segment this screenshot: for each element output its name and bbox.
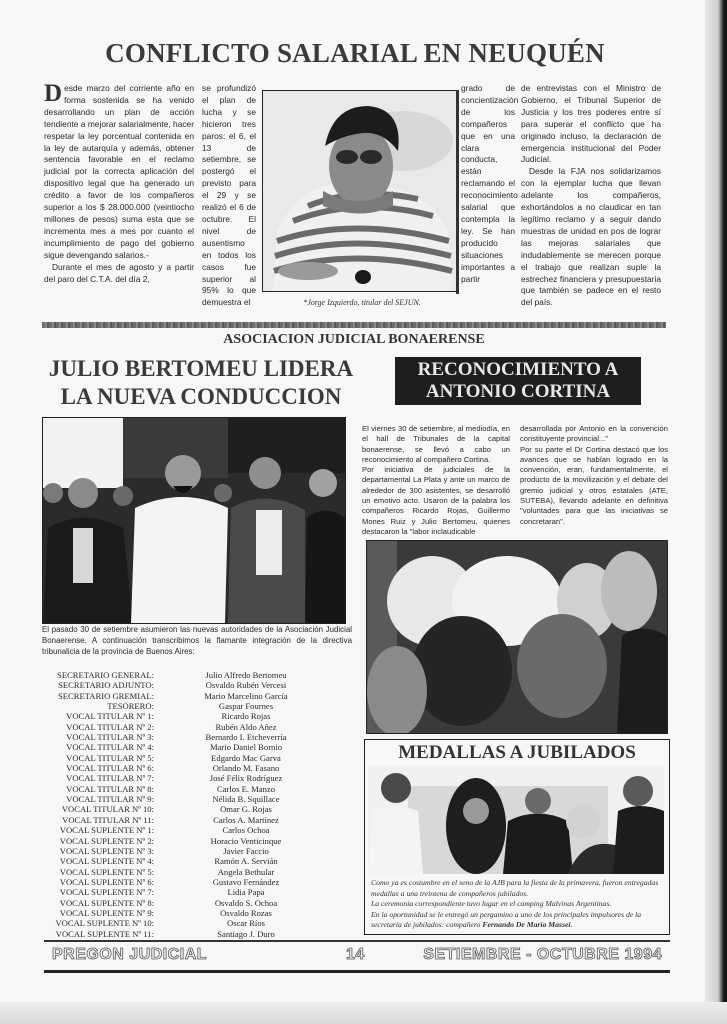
paragraph: Durante el mes de agosto y a partir del paro del C.T.A. del día 2, xyxy=(44,261,194,284)
roster-name: Ricardo Rojas xyxy=(221,711,271,722)
roster-role: VOCAL SUPLENTE Nº 6: xyxy=(59,876,154,887)
title-line: LA NUEVA CONDUCCION xyxy=(60,384,342,409)
roster-row xyxy=(54,908,354,918)
photo-medals-ceremony xyxy=(368,766,664,874)
roster-name: Mario Daniel Bornio xyxy=(209,742,283,753)
roster-row xyxy=(54,846,354,856)
roster-name: Ramón A. Servián xyxy=(214,856,278,867)
roster-row xyxy=(54,732,354,742)
section-divider xyxy=(42,322,666,328)
roster-role: VOCAL TITULAR Nº 4: xyxy=(66,742,154,753)
roster-name: Gustavo Fernández xyxy=(212,876,280,887)
roster-role: VOCAL TITULAR Nº 8: xyxy=(66,783,154,794)
title-line: ANTONIO CORTINA xyxy=(425,381,611,402)
article-neuquen-column-3: grado de concientización de los compañeros que en una clara conducta, están reclamando el reconocimiento salarial que contempla la ley. Se han producido situaciones importantes a partir xyxy=(461,83,519,284)
roster-row xyxy=(54,680,354,690)
roster-role: VOCAL SUPLENTE Nº 4: xyxy=(59,856,154,867)
paragraph: de entrevistas con el Ministro de Gobierno, el Tribunal Superior de Justicia y los tres poderes entre sí para superar el conflicto que ha originado incluso, la declaración de emergencia institucional del Poder Judicial. xyxy=(521,83,661,165)
roster-row xyxy=(54,691,354,701)
paragraph: desarrollada por Antonio en la convención constituyente provincial..." xyxy=(520,424,668,444)
paragraph: Por su parte el Dr Cortina destacó que los avances que se habían logrado en la convención, eran, fundamentalmente, el producto de la movilización y el debate del gremio judicial y otros estatales (ATE, SUTEBA), llevando adelante en definitiva "voluntades para que las iniciativas se concretaran". xyxy=(520,444,668,526)
article-neuquen-column-1 xyxy=(44,80,194,285)
roster-row xyxy=(54,804,354,814)
roster-role: TESORERO: xyxy=(107,701,154,712)
roster-role: VOCAL SUPLENTE Nº 10: xyxy=(55,918,154,929)
roster-row xyxy=(54,784,354,794)
roster-role: VOCAL SUPLENTE Nº 9: xyxy=(59,907,154,918)
roster-name: Carlos Ochoa xyxy=(222,825,270,836)
section-header: ASOCIACION JUDICIAL BONAERENSE xyxy=(223,332,485,347)
article-title-bertomeu xyxy=(36,355,366,411)
roster-role: SECRETARIO GENERAL: xyxy=(57,670,154,680)
article-neuquen-column-2: se profundizó el plan de lucha y se hicieron tres paros: el 6, el 13 de setiembre, se postergó el previsto para el 29 y se realizó el 6 de octubre. El nivel de ausentismo en todos los casos fue superior al 95% lo que demuestra el xyxy=(202,83,256,308)
publication-name: PREGON JUDICIAL xyxy=(52,946,208,963)
roster-row xyxy=(54,867,354,877)
roster-role: VOCAL SUPLENTE Nº 1: xyxy=(59,825,154,836)
roster-row xyxy=(54,794,354,804)
roster-name: Javier Faccio xyxy=(223,845,269,856)
roster-role: VOCAL TITULAR Nº 5: xyxy=(66,752,154,763)
issue-date: SETIEMBRE - OCTUBRE 1994 xyxy=(423,946,662,963)
roster-name: Carlos E. Manzo xyxy=(217,783,275,794)
roster-name: Nélida B. Squillace xyxy=(212,794,280,805)
roster-role: VOCAL TITULAR Nº 3: xyxy=(66,732,154,743)
caption-text: . xyxy=(570,920,573,930)
roster-role: VOCAL TITULAR Nº 9: xyxy=(66,794,154,805)
roster-name: Horacio Venticinque xyxy=(210,835,282,846)
roster-row xyxy=(54,753,354,763)
title-line: RECONOCIMIENTO A xyxy=(417,359,619,380)
roster-name: Bernardo I. Etcheverría xyxy=(205,732,287,743)
crowd-photo-image xyxy=(367,541,667,733)
roster-row xyxy=(54,763,354,773)
photo-new-leadership xyxy=(42,417,346,624)
roster-role: VOCAL SUPLENTE Nº 3: xyxy=(59,845,154,856)
page-number: 14 xyxy=(346,946,365,963)
roster-name: Lidia Papa xyxy=(227,887,265,898)
roster-role: VOCAL TITULAR Nº 1: xyxy=(66,711,154,722)
roster-role: VOCAL SUPLENTE Nº 7: xyxy=(59,887,154,898)
group-photo-image xyxy=(43,418,345,623)
roster-name: Gaspar Fournes xyxy=(218,701,274,712)
roster-role: SECRETARIO ADJUNTO: xyxy=(58,680,154,691)
roster-row xyxy=(54,815,354,825)
roster-name: Osvaldo Rubén Vercesi xyxy=(205,680,287,691)
roster-role: VOCAL TITULAR Nº 2: xyxy=(66,721,154,732)
roster-name: Orlando M. Fasano xyxy=(212,763,280,774)
roster-row xyxy=(54,742,354,752)
title-line: JULIO BERTOMEU LIDERA xyxy=(48,356,354,381)
roster-name: Osvaldo Rozas xyxy=(220,907,272,918)
roster-row xyxy=(54,898,354,908)
roster-row xyxy=(54,918,354,928)
roster-role: VOCAL SUPLENTE Nº 8: xyxy=(59,897,154,908)
drop-cap: D xyxy=(44,80,63,107)
roster-row xyxy=(54,825,354,835)
roster-row xyxy=(54,773,354,783)
roster-name: Edgardo Mac Garva xyxy=(211,752,281,763)
paragraph: Por iniciativa de judiciales de la departamental La Plata y ante un marco de alrededor de 300 asistentes, se desarrolló un emotivo acto. Usaron de la palabra los compañeros Ricardo Rojas, Guillermo Mones Ruiz y Julio Bertomeu, quienes destacaron la "labor inclaudicable xyxy=(362,465,510,536)
leadership-roster xyxy=(54,670,354,939)
article-cortina-column-2 xyxy=(520,424,668,527)
caption-line: Como ya es costumbre en el seno de la AJB para la fiesta de la primavera, fueron entregadas medallas a una treintena de compañeros jubilados. xyxy=(371,878,659,898)
medals-caption xyxy=(371,878,663,931)
article-neuquen-column-4 xyxy=(521,83,661,309)
roster-role: SECRETARIO GREMIAL: xyxy=(58,690,154,701)
caption-line: La ceremonia correspondiente tuvo lugar en el camping Malvinas Argentinas. xyxy=(371,899,612,909)
roster-name: Rubén Aldo Añez xyxy=(215,721,277,732)
article-cortina-column-1 xyxy=(362,424,510,537)
article-title-medallas: MEDALLAS A JUBILADOS xyxy=(398,742,636,763)
roster-name: José Félix Rodríguez xyxy=(209,773,283,784)
roster-name: Julio Alfredo Bertomeu xyxy=(205,670,287,680)
medals-box xyxy=(364,739,670,935)
medals-photo-image xyxy=(368,766,664,874)
page-bottom-edge xyxy=(0,1002,727,1024)
roster-row xyxy=(54,856,354,866)
article-title-neuquen: CONFLICTO SALARIAL EN NEUQUÉN xyxy=(105,38,605,68)
roster-row xyxy=(54,836,354,846)
roster-name: Mario Marcelino García xyxy=(204,690,288,701)
roster-name: Oscar Ríos xyxy=(227,918,265,929)
photo-jorge-izquierdo xyxy=(262,90,458,292)
caption-text: En la oportunidad se le entregó un pergamino a uno de los principales impulsores de la secretaría de jubilados: compañero xyxy=(371,909,642,930)
roster-role: VOCAL TITULAR Nº 7: xyxy=(66,773,154,784)
roster-row xyxy=(54,929,354,939)
roster-row xyxy=(54,711,354,721)
photo-caption: *Jorge Izquierdo, titular del SEJUN. xyxy=(303,298,421,307)
article-bertomeu-intro: El pasado 30 de setiembre asumieron las nuevas autoridades de la Asociación Judicial Bonaerense. A continuación transcribimos la flamante integración de la directiva tribunalicia de la provincia de Buenos Aires: xyxy=(42,625,352,656)
page-footer xyxy=(44,940,670,973)
paragraph: Desde la FJA nos solidarizamos con la ejemplar lucha que llevan adelante los compañeros, exhortándolos a no claudicar en tan legítimo reclamo y a seguir dando muestras de unidad en pos de lograr las mejoras salariales que indudablemente se merecen porque el trabajo que realizan suple la estrechez financiera y presupuestaria que también se padece en el resto del país. xyxy=(521,166,661,308)
roster-name: Santiago J. Duro xyxy=(217,928,275,939)
roster-name: Osvaldo S. Ochoa xyxy=(214,897,278,908)
portrait-image xyxy=(263,91,457,291)
roster-row xyxy=(54,670,354,680)
roster-role: VOCAL TITULAR Nº 6: xyxy=(66,763,154,774)
roster-role: VOCAL SUPLENTE Nº 11: xyxy=(55,928,154,939)
roster-row xyxy=(54,877,354,887)
roster-row xyxy=(54,701,354,711)
honoree-name: Fernando De María Massei xyxy=(482,920,571,930)
article-title-cortina xyxy=(395,357,641,405)
roster-role: VOCAL SUPLENTE Nº 2: xyxy=(59,835,154,846)
column-rule xyxy=(456,90,459,294)
roster-name: Carlos A. Martínez xyxy=(213,814,279,825)
roster-name: Omar G. Rojas xyxy=(220,804,272,815)
roster-row xyxy=(54,722,354,732)
roster-row xyxy=(54,887,354,897)
roster-role: VOCAL TITULAR Nº 10: xyxy=(61,804,154,815)
paragraph: esde marzo del corriente año en forma sostenida se ha venido desarrollando un plan de acción tendiente a mejorar salarialmente, hacer respetar la ley porcentual contenida en la ley de autarquía y además, obtener sentencia favorable en el reclamo judicial por la correcta aplicación del dispositivo legal que ha generado un crédito a favor de los compañeros superior a los $ 28.000.000 (veintiocho millones de pesos) suma esta que se incrementa mes a mes por cuanto el incumplimiento de pago del gobierno sigue devengando salarios.- xyxy=(44,83,194,260)
roster-role: VOCAL TITULAR Nº 11: xyxy=(62,814,154,825)
photo-cortina-tribute xyxy=(366,540,668,734)
roster-name: Angela Bethular xyxy=(217,866,275,877)
roster-role: VOCAL SUPLENTE Nº 5: xyxy=(59,866,154,877)
caption-line xyxy=(371,910,663,931)
paragraph: El viernes 30 de setiembre, al mediodía, en el hall de Tribunales de la capital bonaerense, se llevó a cabo un reconocimiento al compañero Cortina. xyxy=(362,424,510,464)
page-edge-shadow xyxy=(705,0,727,1024)
